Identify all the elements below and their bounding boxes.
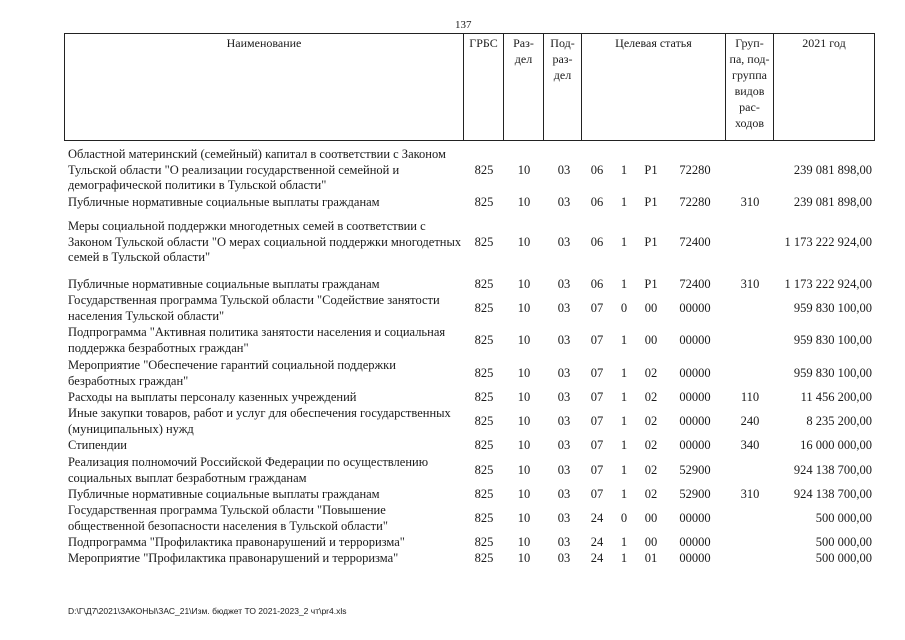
header-podrazdel [544, 34, 582, 140]
row-cs1: 06 [590, 163, 604, 177]
row-name: Публичные нормативные социальные выплаты гражданам [68, 277, 380, 291]
row-name: Мероприятие "Обеспечение гарантий социальной поддержки безработных граждан" [68, 358, 396, 388]
row-grbs: 825 [474, 551, 494, 565]
row-vr: 110 [740, 390, 760, 404]
row-cs1: 06 [590, 277, 604, 291]
row-cs4: 00000 [679, 333, 711, 347]
row-name: Меры социальной поддержки многодетных семей в соответствии с Законом Тульской области "О мерах социальной поддержки многодетных семей в Тульской области" [68, 219, 462, 264]
row-podrazdel: 03 [557, 301, 571, 315]
row-amount: 1 173 222 924,00 [784, 277, 872, 291]
row-name: Подпрограмма "Активная политика занятости населения и социальная поддержка безработных граждан" [68, 325, 446, 355]
row-cs2: 1 [620, 235, 628, 249]
row-cs3: 02 [644, 438, 658, 452]
row-grbs: 825 [474, 390, 494, 404]
row-cs3: 02 [644, 414, 658, 428]
row-podrazdel: 03 [557, 487, 571, 501]
row-cs3: P1 [644, 277, 658, 291]
row-cs4: 00000 [679, 438, 711, 452]
row-razdel: 10 [517, 301, 531, 315]
row-razdel: 10 [517, 366, 531, 380]
row-name: Подпрограмма "Профилактика правонарушений и терроризма" [68, 535, 405, 549]
row-cs4: 52900 [679, 463, 711, 477]
row-cs2: 0 [620, 301, 628, 315]
header-razdel [504, 34, 544, 140]
row-cs1: 07 [590, 438, 604, 452]
row-grbs: 825 [474, 277, 494, 291]
header-year-label: 2021 год [802, 36, 846, 50]
row-name: Областной материнский (семейный) капитал в соответствии с Законом Тульской области "О реализации государственной семейной и демографической политики в Тульской области" [68, 147, 446, 192]
row-cs3: 00 [644, 333, 658, 347]
row-amount: 924 138 700,00 [793, 463, 872, 477]
row-name: Расходы на выплаты персоналу казенных учреждений [68, 390, 357, 404]
header-target-label: Целевая статья [615, 36, 692, 50]
row-cs2: 1 [620, 551, 628, 565]
row-grbs: 825 [474, 511, 494, 525]
row-cs4: 00000 [679, 511, 711, 525]
row-grbs: 825 [474, 487, 494, 501]
row-cs4: 72280 [679, 195, 711, 209]
row-grbs: 825 [474, 195, 494, 209]
row-cs1: 06 [590, 195, 604, 209]
row-cs2: 1 [620, 163, 628, 177]
file-path-footer: D:\Г\Д7\2021\ЗАКОНЫ\ЗАС_21\Изм. бюджет ТО 2021-2023_2 чт\pr4.xls [68, 606, 347, 616]
row-cs3: 01 [644, 551, 658, 565]
row-razdel: 10 [517, 390, 531, 404]
row-cs1: 07 [590, 390, 604, 404]
row-cs4: 00000 [679, 390, 711, 404]
row-cs1: 07 [590, 487, 604, 501]
row-name: Публичные нормативные социальные выплаты гражданам [68, 195, 380, 209]
row-amount: 239 081 898,00 [793, 163, 872, 177]
row-cs1: 24 [590, 551, 604, 565]
row-name: Мероприятие "Профилактика правонарушений и терроризма" [68, 551, 399, 565]
row-cs2: 1 [620, 463, 628, 477]
row-razdel: 10 [517, 195, 531, 209]
row-razdel: 10 [517, 277, 531, 291]
row-cs2: 1 [620, 333, 628, 347]
row-cs1: 07 [590, 463, 604, 477]
row-grbs: 825 [474, 163, 494, 177]
row-amount: 8 235 200,00 [806, 414, 872, 428]
row-cs3: P1 [644, 163, 658, 177]
row-cs1: 07 [590, 333, 604, 347]
row-cs1: 06 [590, 235, 604, 249]
row-amount: 500 000,00 [815, 551, 872, 565]
header-razdel-label: Раз- дел [513, 36, 534, 66]
row-cs1: 24 [590, 511, 604, 525]
row-amount: 959 830 100,00 [793, 366, 872, 380]
row-grbs: 825 [474, 366, 494, 380]
row-amount: 959 830 100,00 [793, 333, 872, 347]
row-cs3: 00 [644, 535, 658, 549]
row-grbs: 825 [474, 438, 494, 452]
row-podrazdel: 03 [557, 366, 571, 380]
row-cs4: 72280 [679, 163, 711, 177]
row-cs3: 02 [644, 366, 658, 380]
row-cs3: P1 [644, 195, 658, 209]
header-podrazdel-label: Под- раз- дел [550, 36, 575, 82]
row-podrazdel: 03 [557, 163, 571, 177]
row-razdel: 10 [517, 551, 531, 565]
row-cs3: 02 [644, 487, 658, 501]
row-cs4: 00000 [679, 414, 711, 428]
table-header [64, 33, 875, 141]
row-cs1: 24 [590, 535, 604, 549]
row-vr: 310 [740, 195, 760, 209]
row-name: Реализация полномочий Российской Федерации по осуществлению социальных выплат безработным гражданам [68, 455, 429, 485]
row-name: Иные закупки товаров, работ и услуг для обеспечения государственных (муниципальных) нужд [68, 406, 451, 436]
row-amount: 959 830 100,00 [793, 301, 872, 315]
row-cs3: 00 [644, 301, 658, 315]
row-vr: 340 [740, 438, 760, 452]
row-grbs: 825 [474, 463, 494, 477]
row-grbs: 825 [474, 535, 494, 549]
row-razdel: 10 [517, 487, 531, 501]
row-name: Публичные нормативные социальные выплаты гражданам [68, 487, 380, 501]
header-name-label: Наименование [226, 36, 302, 50]
row-podrazdel: 03 [557, 277, 571, 291]
row-amount: 500 000,00 [815, 535, 872, 549]
row-cs2: 1 [620, 366, 628, 380]
row-podrazdel: 03 [557, 414, 571, 428]
row-vr: 310 [740, 487, 760, 501]
header-name [65, 34, 464, 140]
row-razdel: 10 [517, 535, 531, 549]
row-cs3: 00 [644, 511, 658, 525]
row-cs1: 07 [590, 366, 604, 380]
row-podrazdel: 03 [557, 535, 571, 549]
row-razdel: 10 [517, 438, 531, 452]
row-name: Государственная программа Тульской области "Содействие занятости населения Тульской области" [68, 293, 440, 323]
row-cs4: 52900 [679, 487, 711, 501]
header-target [582, 34, 726, 140]
row-podrazdel: 03 [557, 438, 571, 452]
row-cs3: 02 [644, 463, 658, 477]
row-cs4: 00000 [679, 535, 711, 549]
row-razdel: 10 [517, 463, 531, 477]
row-razdel: 10 [517, 163, 531, 177]
row-podrazdel: 03 [557, 195, 571, 209]
row-cs4: 00000 [679, 551, 711, 565]
row-cs2: 1 [620, 487, 628, 501]
row-cs1: 07 [590, 414, 604, 428]
row-cs2: 1 [620, 390, 628, 404]
row-cs2: 1 [620, 195, 628, 209]
row-vr: 310 [740, 277, 760, 291]
header-grbs [464, 34, 504, 140]
row-cs3: P1 [644, 235, 658, 249]
row-cs3: 02 [644, 390, 658, 404]
row-cs2: 1 [620, 438, 628, 452]
row-grbs: 825 [474, 301, 494, 315]
header-year [774, 34, 874, 140]
row-podrazdel: 03 [557, 511, 571, 525]
header-group-label: Груп- па, под- группа видов рас- ходов [729, 36, 770, 130]
row-cs4: 00000 [679, 301, 711, 315]
row-razdel: 10 [517, 414, 531, 428]
row-razdel: 10 [517, 333, 531, 347]
row-amount: 16 000 000,00 [800, 438, 872, 452]
row-grbs: 825 [474, 333, 494, 347]
row-amount: 924 138 700,00 [793, 487, 872, 501]
row-name: Государственная программа Тульской области "Повышение общественной безопасности населения в Тульской области" [68, 503, 388, 533]
page-number: 137 [455, 19, 472, 31]
row-razdel: 10 [517, 511, 531, 525]
row-cs4: 72400 [679, 277, 711, 291]
row-cs2: 0 [620, 511, 628, 525]
row-cs2: 1 [620, 414, 628, 428]
row-podrazdel: 03 [557, 390, 571, 404]
row-podrazdel: 03 [557, 463, 571, 477]
row-cs2: 1 [620, 535, 628, 549]
row-amount: 500 000,00 [815, 511, 872, 525]
row-grbs: 825 [474, 235, 494, 249]
row-podrazdel: 03 [557, 235, 571, 249]
row-cs2: 1 [620, 277, 628, 291]
row-podrazdel: 03 [557, 551, 571, 565]
header-group [726, 34, 774, 140]
row-grbs: 825 [474, 414, 494, 428]
row-razdel: 10 [517, 235, 531, 249]
row-amount: 11 456 200,00 [800, 390, 872, 404]
row-amount: 239 081 898,00 [793, 195, 872, 209]
row-vr: 240 [740, 414, 760, 428]
row-cs4: 72400 [679, 235, 711, 249]
row-amount: 1 173 222 924,00 [784, 235, 872, 249]
row-cs4: 00000 [679, 366, 711, 380]
header-grbs-label: ГРБС [469, 36, 498, 50]
row-podrazdel: 03 [557, 333, 571, 347]
row-name: Стипендии [68, 438, 127, 452]
row-cs1: 07 [590, 301, 604, 315]
